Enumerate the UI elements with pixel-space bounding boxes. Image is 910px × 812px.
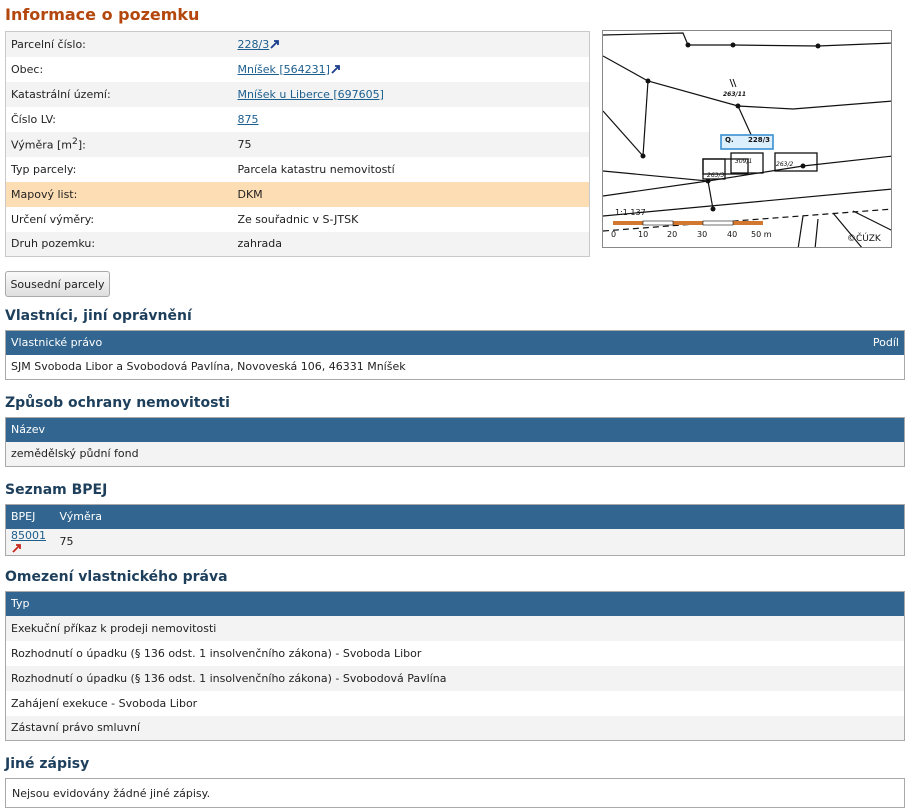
info-row-parcel-type xyxy=(6,157,590,182)
table-row xyxy=(6,616,905,641)
cadastral-map[interactable] xyxy=(602,30,892,248)
table-row xyxy=(6,641,905,666)
protection-section-title: Způsob ochrany nemovitosti xyxy=(5,395,230,411)
info-label: Katastrální území: xyxy=(6,82,233,107)
owners-table xyxy=(5,330,905,380)
parcel-info-table xyxy=(5,31,590,257)
restriction-cell: Zástavní právo smluvní xyxy=(6,716,905,741)
other-section-title: Jiné zápisy xyxy=(5,756,90,772)
table-row xyxy=(6,529,905,556)
map-scale-tick: 30 xyxy=(697,230,708,239)
restriction-cell: Exekuční příkaz k prodeji nemovitosti xyxy=(6,616,905,641)
info-value xyxy=(233,107,590,132)
restriction-cell: Zahájení exekuce - Svoboda Libor xyxy=(6,691,905,716)
parcel-number-link[interactable]: 228/3 xyxy=(237,37,270,51)
protection-col-name: Název xyxy=(6,418,905,442)
owners-header-row xyxy=(6,331,905,355)
table-row xyxy=(6,691,905,716)
map-parcel-label-a: 263/3 xyxy=(707,172,725,179)
map-scale-tick: 10 xyxy=(638,230,649,239)
info-row-area xyxy=(6,132,590,157)
info-row-municipality xyxy=(6,57,590,82)
map-scale-tick: 0 xyxy=(611,230,617,239)
info-value xyxy=(233,32,590,57)
info-row-cadastral-area xyxy=(6,82,590,107)
map-parcel-label-main: 263/11 xyxy=(723,91,747,98)
protection-cell: zemědělský půdní fond xyxy=(6,442,905,467)
info-label xyxy=(6,132,233,157)
info-row-lv-number xyxy=(6,107,590,132)
info-value: DKM xyxy=(233,182,590,207)
map-copyright: ©ČÚZK xyxy=(847,234,881,244)
page-title: Informace o pozemku xyxy=(5,5,200,24)
neighbor-parcels-button[interactable]: Sousední parcely xyxy=(5,271,110,297)
cadastral-area-link[interactable]: Mníšek u Liberce [697605] xyxy=(237,87,384,101)
info-row-area-determination xyxy=(6,207,590,232)
info-row-parcel-number xyxy=(6,32,590,57)
municipality-link[interactable]: Mníšek [564231] xyxy=(237,62,330,76)
bpej-table xyxy=(5,504,905,556)
info-row-map-sheet xyxy=(6,182,590,207)
protection-header-row xyxy=(6,418,905,442)
info-label: Číslo LV: xyxy=(6,107,233,132)
info-label: Určení výměry: xyxy=(6,207,233,232)
table-row xyxy=(6,716,905,741)
map-parcel-tag-prefix: Q. xyxy=(725,136,734,144)
info-value: Ze souřadnic v S-JTSK xyxy=(233,207,590,232)
bpej-code-link[interactable]: 85001 xyxy=(11,528,46,542)
restrictions-header-row xyxy=(6,592,905,616)
restriction-cell: Rozhodnutí o úpadku (§ 136 odst. 1 insolvenčního zákona) - Svoboda Libor xyxy=(6,641,905,666)
protection-table xyxy=(5,417,905,467)
restrictions-table xyxy=(5,591,905,741)
info-label: Obec: xyxy=(6,57,233,82)
info-label: Druh pozemku: xyxy=(6,232,233,257)
restrictions-col-type: Typ xyxy=(6,592,905,616)
bpej-section-title: Seznam BPEJ xyxy=(5,482,108,498)
map-parcel-label-c: 263/2 xyxy=(776,161,794,168)
area-label-end: ]: xyxy=(77,138,86,152)
info-label: Mapový list: xyxy=(6,182,233,207)
table-row xyxy=(6,442,905,467)
info-label: Parcelní číslo: xyxy=(6,32,233,57)
map-scale-tick: 50 m xyxy=(751,230,772,239)
area-label-text: Výměra [m xyxy=(11,138,72,152)
table-row xyxy=(6,666,905,691)
info-value: zahrada xyxy=(233,232,590,257)
restriction-cell: Rozhodnutí o úpadku (§ 136 odst. 1 insolvenčního zákona) - Svobodová Pavlína xyxy=(6,666,905,691)
bpej-col-area: Výměra xyxy=(55,505,905,529)
bpej-area-cell: 75 xyxy=(55,529,905,556)
restrictions-section-title: Omezení vlastnického práva xyxy=(5,569,228,585)
lv-number-link[interactable]: 875 xyxy=(237,112,259,126)
table-row xyxy=(6,355,905,380)
info-value: 75 xyxy=(233,132,590,157)
info-value xyxy=(233,57,590,82)
area-label-sup: 2 xyxy=(72,136,78,148)
info-value: Parcela katastru nemovitostí xyxy=(233,157,590,182)
map-scale-tick: 20 xyxy=(667,230,678,239)
external-link-icon[interactable] xyxy=(270,40,280,49)
owners-col-share: Podíl xyxy=(667,331,905,355)
map-scale-tick: 40 xyxy=(727,230,738,239)
info-row-land-kind xyxy=(6,232,590,257)
info-label: Typ parcely: xyxy=(6,157,233,182)
other-records-note: Nejsou evidovány žádné jiné zápisy. xyxy=(5,778,905,808)
bpej-col-code: BPEJ xyxy=(6,505,55,529)
bpej-header-row xyxy=(6,505,905,529)
map-scale-ratio: 1:1 137 xyxy=(615,208,646,217)
external-link-icon[interactable] xyxy=(331,65,341,74)
info-value xyxy=(233,82,590,107)
owners-col-right: Vlastnické právo xyxy=(6,331,667,355)
external-link-icon[interactable] xyxy=(12,544,22,553)
owner-cell: SJM Svoboda Libor a Svobodová Pavlína, Novoveská 106, 46331 Mníšek xyxy=(6,355,905,380)
map-parcel-tag: 228/3 xyxy=(748,136,771,144)
map-parcel-label-b: 309/1 xyxy=(735,158,753,165)
owners-section-title: Vlastníci, jiní oprávnění xyxy=(5,308,192,324)
bpej-code-cell xyxy=(6,529,55,556)
